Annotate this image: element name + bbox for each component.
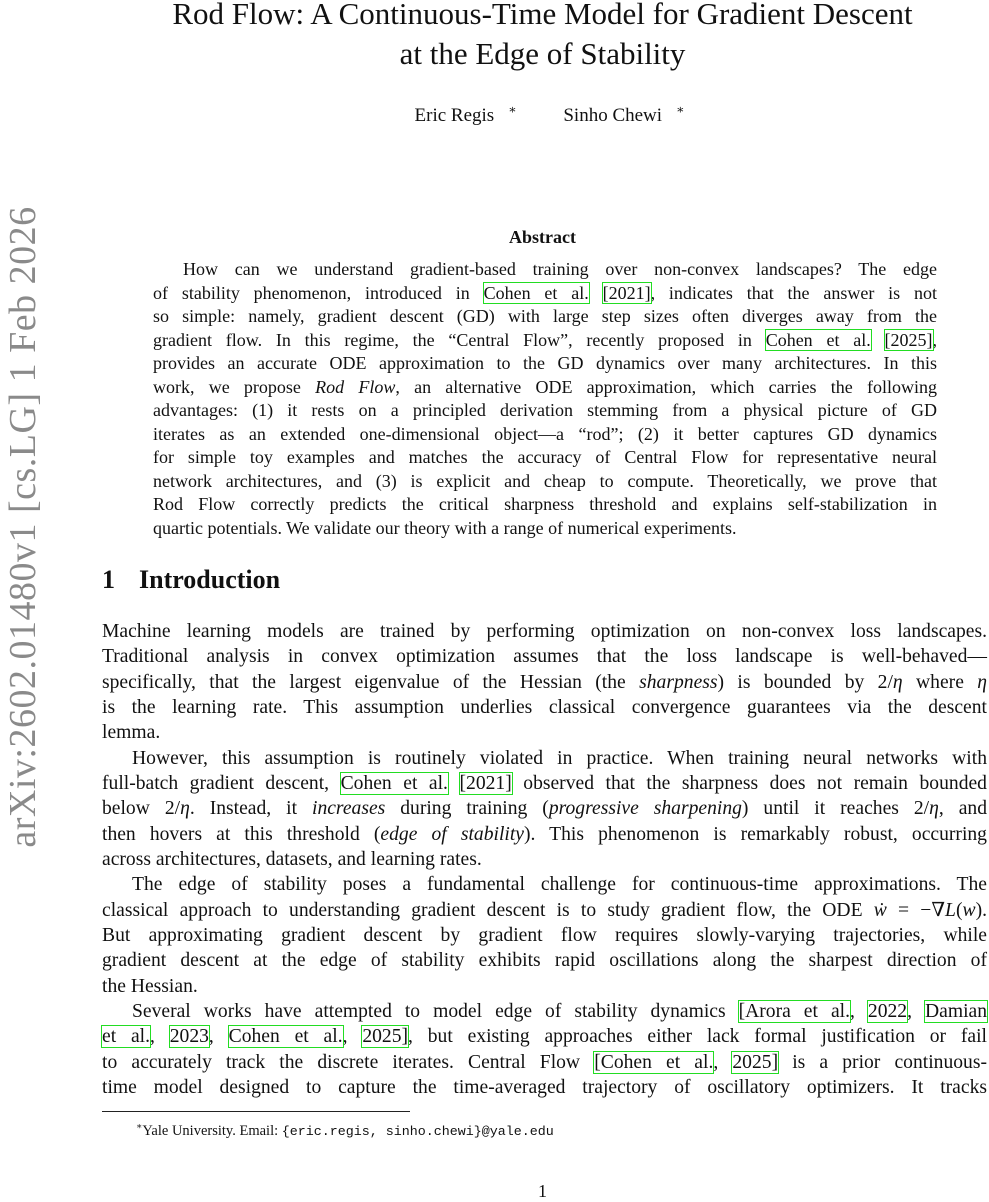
- text-line: provides an accurate ODE approximation to the GD dynamics over many architectures. In this: [153, 353, 937, 373]
- paragraph: [102, 872, 987, 999]
- emphasis-text: w: [962, 899, 976, 921]
- text-line: The edge of stability poses a fundamental challenge for continuous-time approximations. The: [132, 874, 987, 896]
- citation-link[interactable]: 2022: [867, 1000, 908, 1022]
- text-line: work, we propose Rod Flow, an alternative ODE approximation, which carries the following: [153, 376, 937, 397]
- emphasis-text: η: [977, 671, 988, 693]
- author-list: [100, 103, 985, 127]
- text-line: gradient descent at the edge of stability exhibits rapid oscillations along the sharpest direction of: [102, 950, 987, 972]
- section-heading: [102, 565, 280, 595]
- emphasis-text: sharpness: [639, 671, 718, 693]
- paragraph: [153, 258, 937, 540]
- section-title: Introduction: [139, 565, 281, 594]
- text-line: to accurately track the discrete iterates. Central Flow [Cohen et al., 2025] is a prior continuous-: [102, 1051, 987, 1073]
- citation-link[interactable]: Damian: [924, 1000, 988, 1022]
- abstract-body: [153, 258, 937, 540]
- footnote-text: Yale University. Email:: [142, 1122, 282, 1139]
- footnote-mark: ∗: [508, 103, 517, 117]
- footnote-email: {eric.regis, sinho.chewi}@yale.edu: [281, 1124, 554, 1140]
- text-line: advantages: (1) it rests on a principled derivation stemming from a physical picture of GD: [153, 400, 937, 420]
- citation-link[interactable]: [2025]: [884, 329, 933, 350]
- page-number: 1: [538, 1181, 547, 1201]
- emphasis-text: η: [929, 798, 939, 820]
- text-line: et al., 2023, Cohen et al., 2025], but existing approaches either lack formal justification or fail: [102, 1026, 988, 1048]
- emphasis-text: η: [892, 671, 903, 693]
- citation-link[interactable]: [Arora et al.: [738, 1000, 850, 1022]
- emphasis-text: increases: [312, 798, 386, 820]
- text-line: Rod Flow correctly predicts the critical sharpness threshold and explains self-stabilization in: [153, 494, 937, 514]
- author-name: Eric Regis: [414, 105, 495, 127]
- text-line: But approximating gradient descent by gradient flow requires slowly-varying trajectories, while: [102, 924, 987, 946]
- author: [549, 105, 684, 126]
- citation-link[interactable]: 2025]: [732, 1051, 779, 1073]
- citation-link[interactable]: Cohen et al.: [340, 772, 448, 794]
- text-line: How can we understand gradient-based training over non-convex landscapes? The edge: [183, 259, 937, 279]
- citation-link[interactable]: 2023: [169, 1026, 209, 1048]
- citation-link[interactable]: [2021]: [602, 282, 651, 303]
- text-line: classical approach to understanding gradient descent is to study gradient flow, the ODE ẇ = −∇L(w).: [102, 899, 987, 921]
- abstract-heading: Abstract: [509, 227, 576, 247]
- paragraph: [102, 619, 987, 746]
- text-line: However, this assumption is routinely violated in practice. When training neural networks with: [132, 747, 987, 769]
- text-line: iterates as an extended one-dimensional object—a “rod”; (2) it better captures GD dynamics: [153, 423, 937, 444]
- text-line: gradient flow. In this regime, the “Central Flow”, recently proposed in Cohen et al. [2025],: [153, 329, 937, 350]
- text-line: specifically, that the largest eigenvalue of the Hessian (the sharpness) is bounded by 2/η where η: [102, 671, 988, 693]
- text-line: Machine learning models are trained by performing optimization on non-convex loss landscapes.: [102, 621, 987, 642]
- author: [401, 105, 517, 126]
- introduction-body: [102, 619, 987, 1100]
- author-name: Sinho Chewi: [563, 105, 663, 127]
- citation-link[interactable]: [Cohen et al.: [594, 1051, 714, 1073]
- text-line: Several works have attempted to model edge of stability dynamics [Arora et al., 2022, Damian: [132, 1000, 988, 1022]
- text-line: so simple: namely, gradient descent (GD) with large step sizes often diverges away from the: [153, 306, 937, 326]
- footnote-mark: ∗: [676, 103, 685, 117]
- text-line: full-batch gradient descent, Cohen et al. [2021] observed that the sharpness does not remain bounded: [102, 772, 987, 794]
- text-line: is the learning rate. This assumption underlies classical convergence guarantees via the descent: [102, 696, 987, 718]
- paragraph: [102, 746, 987, 873]
- footnote-mark: ∗: [136, 1122, 143, 1132]
- emphasis-text: progressive sharpening: [548, 798, 742, 820]
- text-line: for simple toy examples and matches the accuracy of Central Flow for representative neural: [153, 447, 937, 467]
- title-line: at the Edge of Stability: [399, 36, 686, 71]
- text-line: quartic potentials. We validate our theory with a range of numerical experiments.: [153, 517, 737, 538]
- text-line: then hovers at this threshold (edge of stability). This phenomenon is remarkably robust, occurring: [102, 823, 987, 845]
- footnote-rule: [102, 1111, 410, 1112]
- arxiv-stamp: arXiv:2602.01480v1 [cs.LG] 1 Feb 2026: [2, 206, 44, 848]
- text-line: below 2/η. Instead, it increases during training (progressive sharpening) until it reaches 2/η, and: [102, 798, 987, 820]
- emphasis-text: Rod Flow: [315, 376, 396, 397]
- citation-link[interactable]: et al.: [102, 1026, 150, 1048]
- citation-link[interactable]: Cohen et al.: [765, 329, 871, 350]
- title-line: Rod Flow: A Continuous-Time Model for Gradient Descent: [172, 0, 913, 31]
- citation-link[interactable]: Cohen et al.: [228, 1026, 343, 1048]
- text-line: the Hessian.: [102, 975, 198, 997]
- text-line: lemma.: [102, 722, 161, 744]
- paragraph: [102, 999, 987, 1100]
- text-line: time model designed to capture the time-averaged trajectory of oscillatory optimizers. It tracks: [102, 1076, 987, 1098]
- section-number: 1: [102, 565, 115, 594]
- citation-link[interactable]: [2021]: [459, 772, 512, 794]
- text-line: across architectures, datasets, and learning rates.: [102, 848, 482, 870]
- paper-title: [100, 0, 985, 74]
- emphasis-text: L: [945, 899, 956, 921]
- footnote: [102, 1121, 989, 1140]
- text-line: network architectures, and (3) is explicit and cheap to compute. Theoretically, we prove that: [153, 470, 937, 491]
- text-line: Traditional analysis in convex optimization assumes that the loss landscape is well-behaved—: [102, 646, 987, 668]
- text-line: of stability phenomenon, introduced in Cohen et al. [2021], indicates that the answer is not: [153, 282, 938, 303]
- citation-link[interactable]: Cohen et al.: [483, 282, 589, 303]
- emphasis-text: η: [180, 798, 190, 820]
- emphasis-text: ẇ: [873, 899, 887, 921]
- citation-link[interactable]: 2025]: [362, 1026, 409, 1048]
- emphasis-text: edge of stability: [380, 823, 524, 845]
